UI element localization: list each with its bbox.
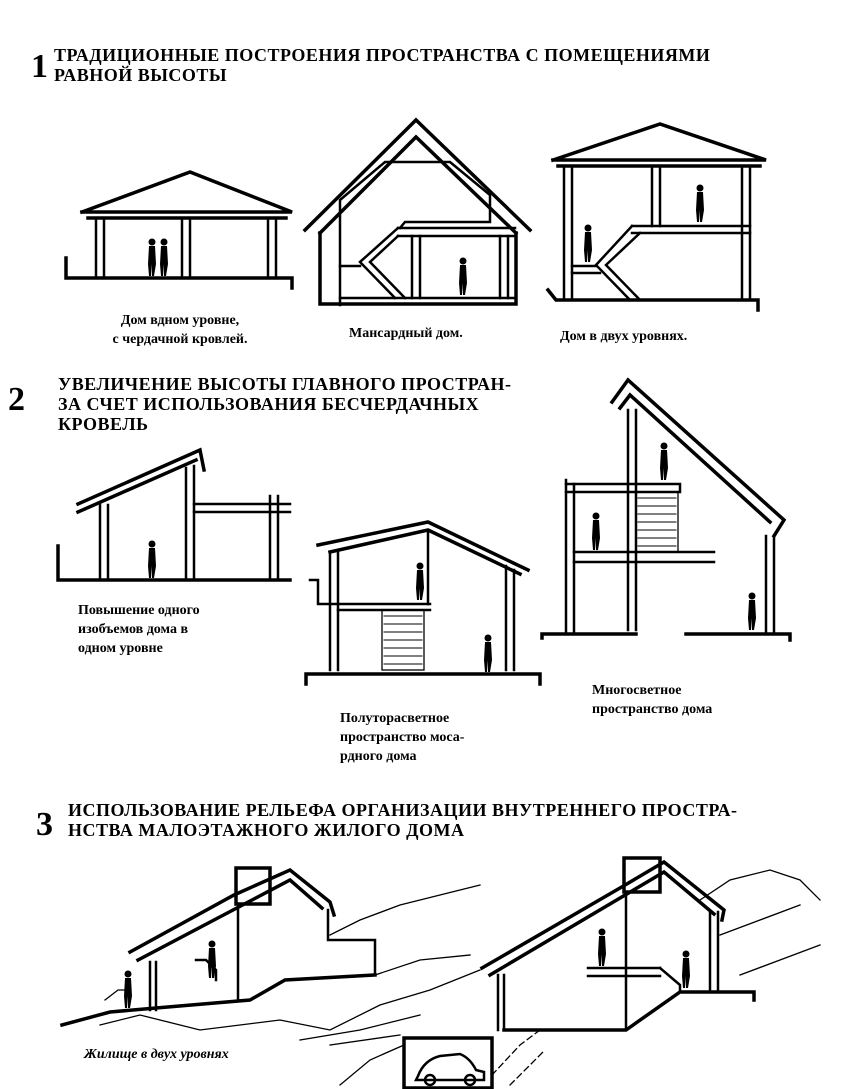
caption-mansard-house: Мансардный дом. <box>349 326 463 341</box>
section-1-heading: ТРАДИЦИОННЫЕ ПОСТРОЕНИЯ ПРОСТРАНСТВА С ПОМЕЩЕНИЯМИ РАВНОЙ ВЫСОТЫ <box>54 45 711 85</box>
caption-one-and-half-light: Полуторасветное пространство моса- рдного дома <box>340 711 465 764</box>
caption-two-level-house: Дом в двух уровнях. <box>560 329 688 344</box>
slope-house-left-drawing <box>62 868 480 1045</box>
multi-light-drawing <box>542 380 790 640</box>
section-2-number: 2 <box>8 381 25 418</box>
section-3-number: 3 <box>36 806 53 843</box>
section-3-heading: ИСПОЛЬЗОВАНИЕ РЕЛЬЕФА ОРГАНИЗАЦИИ ВНУТРЕННЕГО ПРОСТРА- НСТВА МАЛОЭТАЖНОГО ЖИЛОГО ДОМА <box>68 800 738 840</box>
two-level-house-drawing <box>548 124 766 310</box>
caption-multi-light: Многосветное пространство дома <box>592 683 713 717</box>
slope-house-right-drawing <box>340 858 820 1088</box>
one-and-half-light-drawing <box>306 522 540 684</box>
raised-volume-drawing <box>58 450 290 580</box>
section-1-number: 1 <box>31 48 48 85</box>
caption-two-level-dwelling: Жилище в двух уровнях <box>84 1047 229 1062</box>
mansard-house-drawing <box>305 120 530 305</box>
one-level-house-drawing <box>66 172 292 288</box>
caption-one-level-house: Дом вдном уровне, с чердачной кровлей. <box>112 313 248 347</box>
section-2-heading: УВЕЛИЧЕНИЕ ВЫСОТЫ ГЛАВНОГО ПРОСТРАН- ЗА СЧЕТ ИСПОЛЬЗОВАНИЯ БЕСЧЕРДАЧНЫХ КРОВЕЛЬ <box>58 374 512 434</box>
caption-raised-volume: Повышение одного изобъемов дома в одном уровне <box>78 603 200 656</box>
